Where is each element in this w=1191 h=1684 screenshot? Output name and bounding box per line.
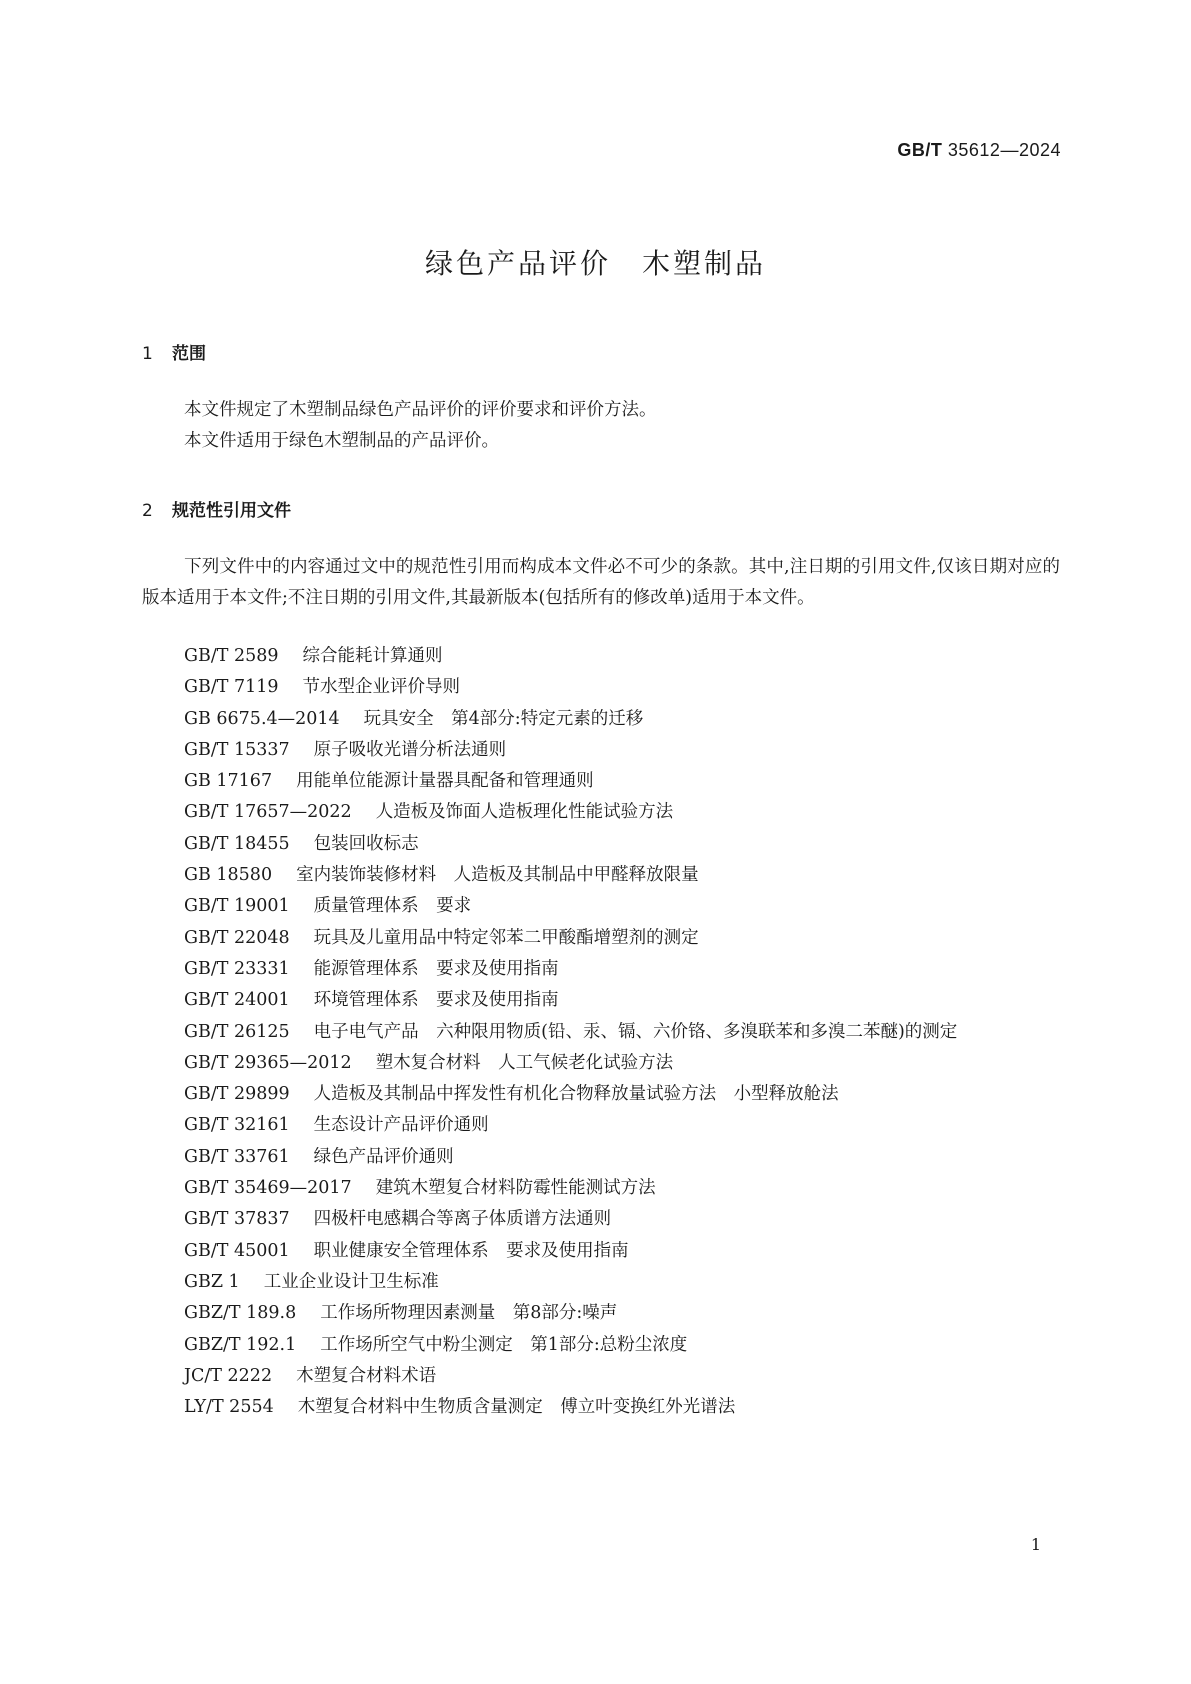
reference-item	[184, 766, 957, 797]
reference-code: GB/T 18455	[184, 833, 290, 854]
reference-code: JC/T 2222	[184, 1365, 273, 1386]
normative-intro-text: 下列文件中的内容通过文中的规范性引用而构成本文件必不可少的条款。其中,注日期的引用文件,仅该日期对应的版本适用于本文件;不注日期的引用文件,其最新版本(包括所有的修改单)适用于本文件。	[142, 557, 1060, 608]
reference-item	[184, 672, 957, 703]
reference-title: 生态设计产品评价通则	[313, 1115, 489, 1136]
reference-item	[184, 1236, 957, 1267]
reference-item	[184, 1110, 957, 1141]
reference-title: 建筑木塑复合材料防霉性能测试方法	[375, 1178, 656, 1199]
reference-title: 人造板及饰面人造板理化性能试验方法	[375, 802, 674, 823]
reference-code: GB/T 37837	[184, 1209, 290, 1230]
section-title: 规范性引用文件	[172, 501, 291, 521]
reference-item	[184, 891, 957, 922]
reference-code: GB/T 45001	[184, 1240, 290, 1261]
reference-item	[184, 735, 957, 766]
reference-code: GB/T 29899	[184, 1084, 290, 1105]
reference-title: 能源管理体系 要求及使用指南	[313, 958, 559, 979]
reference-title: 环境管理体系 要求及使用指南	[313, 990, 559, 1011]
reference-list	[184, 641, 957, 1423]
reference-item	[184, 1048, 957, 1079]
reference-item	[184, 829, 957, 860]
reference-title: 包装回收标志	[313, 833, 419, 854]
reference-title: 工作场所空气中粉尘测定 第1部分:总粉尘浓度	[320, 1334, 688, 1355]
reference-code: GB/T 7119	[184, 677, 279, 698]
reference-title: 用能单位能源计量器具配备和管理通则	[296, 771, 594, 792]
reference-title: 电子电气产品 六种限用物质(铅、汞、镉、六价铬、多溴联苯和多溴二苯醚)的测定	[313, 1021, 958, 1042]
reference-item	[184, 797, 957, 828]
reference-title: 原子吸收光谱分析法通则	[313, 739, 507, 760]
standard-number	[897, 140, 1061, 161]
page-number: 1	[1030, 1535, 1041, 1554]
reference-code: GB 17167	[184, 771, 273, 792]
reference-code: GB/T 35469—2017	[184, 1178, 352, 1199]
reference-item	[184, 1298, 957, 1329]
reference-title: 塑木复合材料 人工气候老化试验方法	[375, 1052, 674, 1073]
scope-line-1: 本文件规定了木塑制品绿色产品评价的评价要求和评价方法。	[184, 400, 657, 420]
reference-title: 绿色产品评价通则	[313, 1146, 454, 1167]
reference-code: GB/T 24001	[184, 990, 290, 1011]
reference-item	[184, 1017, 957, 1048]
section-number: 1	[142, 344, 153, 364]
reference-title: 节水型企业评价导则	[302, 677, 461, 698]
reference-title: 木塑复合材料术语	[296, 1365, 437, 1386]
reference-item	[184, 704, 957, 735]
reference-item	[184, 1392, 957, 1423]
reference-code: GB/T 23331	[184, 958, 290, 979]
section-title: 范围	[172, 344, 206, 364]
standard-prefix: GB/T	[897, 140, 943, 160]
reference-item	[184, 641, 957, 672]
reference-title: 工作场所物理因素测量 第8部分:噪声	[320, 1303, 618, 1324]
reference-item	[184, 1173, 957, 1204]
reference-item	[184, 923, 957, 954]
document-title: 绿色产品评价 木塑制品	[424, 247, 766, 280]
reference-item	[184, 985, 957, 1016]
reference-title: 职业健康安全管理体系 要求及使用指南	[313, 1240, 629, 1261]
reference-code: GB/T 17657—2022	[184, 802, 352, 823]
normative-intro	[142, 552, 1060, 614]
reference-code: GB 18580	[184, 865, 273, 886]
section-number: 2	[142, 501, 153, 521]
reference-code: GB/T 15337	[184, 739, 290, 760]
reference-code: GB/T 19001	[184, 896, 290, 917]
reference-code: GB/T 22048	[184, 927, 290, 948]
reference-title: 人造板及其制品中挥发性有机化合物释放量试验方法 小型释放舱法	[313, 1084, 839, 1105]
reference-code: GBZ 1	[184, 1271, 240, 1292]
reference-title: 质量管理体系 要求	[313, 896, 472, 917]
scope-line-2: 本文件适用于绿色木塑制品的产品评价。	[184, 431, 499, 451]
reference-code: GB/T 2589	[184, 646, 279, 666]
standard-code: 35612—2024	[947, 140, 1061, 160]
section-heading-normative	[142, 496, 291, 521]
reference-title: 玩具及儿童用品中特定邻苯二甲酸酯增塑剂的测定	[313, 927, 699, 948]
reference-title: 玩具安全 第4部分:特定元素的迁移	[363, 708, 644, 729]
reference-item	[184, 1204, 957, 1235]
reference-title: 工业企业设计卫生标准	[263, 1271, 439, 1292]
reference-code: GBZ/T 192.1	[184, 1334, 297, 1355]
reference-item	[184, 1330, 957, 1361]
reference-code: GB 6675.4—2014	[184, 708, 340, 729]
reference-title: 室内装饰装修材料 人造板及其制品中甲醛释放限量	[296, 865, 699, 886]
reference-title: 综合能耗计算通则	[302, 646, 443, 666]
reference-code: LY/T 2554	[184, 1397, 274, 1418]
reference-item	[184, 860, 957, 891]
reference-item	[184, 1079, 957, 1110]
reference-code: GBZ/T 189.8	[184, 1303, 297, 1324]
reference-code: GB/T 29365—2012	[184, 1052, 352, 1073]
reference-item	[184, 1142, 957, 1173]
reference-item	[184, 1361, 957, 1392]
section-heading-scope	[142, 339, 206, 364]
reference-code: GB/T 32161	[184, 1115, 290, 1136]
reference-title: 四极杆电感耦合等离子体质谱方法通则	[313, 1209, 612, 1230]
reference-item	[184, 954, 957, 985]
reference-title: 木塑复合材料中生物质含量测定 傅立叶变换红外光谱法	[297, 1397, 736, 1418]
reference-item	[184, 1267, 957, 1298]
reference-code: GB/T 26125	[184, 1021, 290, 1042]
reference-code: GB/T 33761	[184, 1146, 290, 1167]
